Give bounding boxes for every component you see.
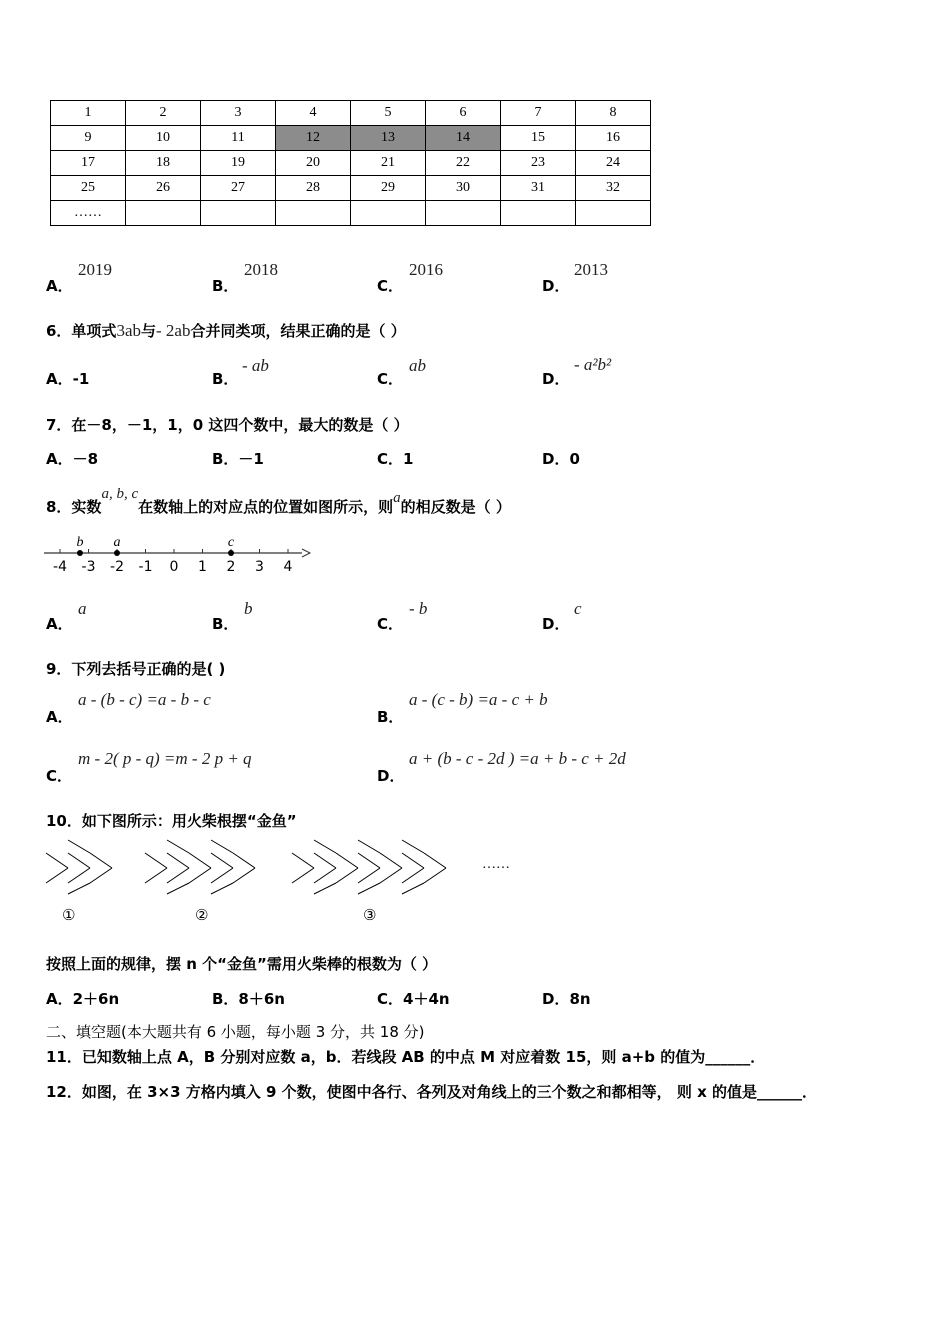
grid-cell: 25 xyxy=(51,176,126,201)
grid-cell: 18 xyxy=(126,151,201,176)
fish-pattern-2 xyxy=(145,840,255,894)
q9-option-b-value: a - (c - b) =a - c + b xyxy=(409,690,548,709)
q10-option-a: A．2＋6n xyxy=(46,990,120,1008)
grid-row xyxy=(51,101,651,126)
q6-option-b-letter: B． xyxy=(212,370,239,388)
q5-option-b-letter: B． xyxy=(212,277,239,295)
q9-option-d-value: a + (b - c - 2d ) =a + b - c + 2d xyxy=(409,749,626,768)
grid-cell xyxy=(501,201,576,226)
q8-option-a-value: a xyxy=(78,599,87,618)
matchstick-fish-figure xyxy=(40,838,540,928)
q8-option-b-letter: B． xyxy=(212,615,239,633)
number-grid-table xyxy=(50,100,651,226)
grid-cell: 12 xyxy=(276,126,351,151)
q5-option-a-value: 2019 xyxy=(78,260,112,279)
grid-cell: 1 xyxy=(51,101,126,126)
q7-option-c: C．1 xyxy=(377,450,414,468)
q6-option-c-value: ab xyxy=(409,356,426,375)
axis-tick-label: -4 xyxy=(53,559,67,575)
point-a xyxy=(114,550,120,556)
point-label-a: a xyxy=(113,535,121,550)
q7-option-a: A．－8 xyxy=(46,450,99,468)
q6-option-c-letter: C． xyxy=(377,370,404,388)
q9-stem: 9．下列去括号正确的是( ) xyxy=(46,660,226,678)
grid-cell: 31 xyxy=(501,176,576,201)
q7-stem: 7．在－8，－1，1，0 这四个数中，最大的数是（ ） xyxy=(46,416,409,434)
grid-cell: 27 xyxy=(201,176,276,201)
axis-tick-label: -2 xyxy=(110,559,124,575)
grid-cell: 11 xyxy=(201,126,276,151)
grid-cell: 24 xyxy=(576,151,651,176)
grid-cell: 20 xyxy=(276,151,351,176)
grid-cell: …… xyxy=(51,201,126,226)
grid-cell: 26 xyxy=(126,176,201,201)
q10-option-b: B．8＋6n xyxy=(212,990,285,1008)
fish-label-3: ③ xyxy=(363,906,377,924)
grid-row xyxy=(51,126,651,151)
q9-option-c-letter: C． xyxy=(46,767,73,785)
grid-cell: 5 xyxy=(351,101,426,126)
q9-option-a-value: a - (b - c) =a - b - c xyxy=(78,690,211,709)
axis-tick-label: 1 xyxy=(198,559,207,575)
grid-cell: 9 xyxy=(51,126,126,151)
grid-cell: 16 xyxy=(576,126,651,151)
grid-cell: 23 xyxy=(501,151,576,176)
q6-option-d-value: - a²b² xyxy=(574,355,612,374)
fish-ellipsis: …… xyxy=(482,857,510,872)
grid-cell xyxy=(576,201,651,226)
q7-option-b: B．－1 xyxy=(212,450,264,468)
q5-option-b-value: 2018 xyxy=(244,260,278,279)
grid-cell: 4 xyxy=(276,101,351,126)
grid-cell: 17 xyxy=(51,151,126,176)
grid-cell: 13 xyxy=(351,126,426,151)
fish-pattern-1 xyxy=(46,840,112,894)
q8-stem: 8．实数a, b, c在数轴上的对应点的位置如图所示，则a的相反数是（ ） xyxy=(46,486,511,516)
grid-row xyxy=(51,151,651,176)
grid-row xyxy=(51,176,651,201)
fish-label-2: ② xyxy=(195,906,209,924)
q12-text: 12．如图，在 3×3 方格内填入 9 个数，使图中各行、各列及对角线上的三个数之和都相等， 则 x 的值是______． xyxy=(46,1083,817,1101)
q11-text: 11．已知数轴上点 A，B 分别对应数 a，b．若线段 AB 的中点 M 对应着数 15，则 a+b 的值为______． xyxy=(46,1048,766,1066)
grid-cell: 7 xyxy=(501,101,576,126)
q6-option-b-value: - ab xyxy=(242,356,269,375)
grid-cell xyxy=(351,201,426,226)
fish-label-1: ① xyxy=(62,906,76,924)
q8-option-b-value: b xyxy=(244,599,253,618)
q8-option-a-letter: A． xyxy=(46,615,73,633)
point-b xyxy=(77,550,83,556)
q5-option-d-letter: D． xyxy=(542,277,570,295)
grid-cell xyxy=(276,201,351,226)
q10-option-d: D．8n xyxy=(542,990,591,1008)
q9-option-b-letter: B． xyxy=(377,708,404,726)
q9-option-d-letter: D． xyxy=(377,767,405,785)
grid-cell xyxy=(126,201,201,226)
grid-cell xyxy=(201,201,276,226)
q5-option-c-value: 2016 xyxy=(409,260,443,279)
fish-pattern-3 xyxy=(292,840,446,894)
grid-cell: 8 xyxy=(576,101,651,126)
q6-option-a: A．-1 xyxy=(46,370,90,388)
point-c xyxy=(228,550,234,556)
axis-tick-label: -1 xyxy=(138,559,153,575)
q10-stem: 10．如下图所示：用火柴根摆“金鱼” xyxy=(46,812,297,830)
grid-cell: 14 xyxy=(426,126,501,151)
grid-cell xyxy=(426,201,501,226)
q6-stem: 6．单项式3ab与- 2ab合并同类项，结果正确的是（ ） xyxy=(46,321,406,340)
q8-option-c-letter: C． xyxy=(377,615,404,633)
axis-tick-label: -3 xyxy=(81,559,96,575)
grid-cell: 3 xyxy=(201,101,276,126)
point-label-b: b xyxy=(76,535,84,550)
axis-tick-label: 4 xyxy=(283,559,293,575)
grid-cell: 30 xyxy=(426,176,501,201)
grid-cell: 29 xyxy=(351,176,426,201)
grid-cell: 19 xyxy=(201,151,276,176)
q8-option-c-value: - b xyxy=(409,599,428,618)
grid-cell: 2 xyxy=(126,101,201,126)
grid-cell: 32 xyxy=(576,176,651,201)
grid-cell: 15 xyxy=(501,126,576,151)
axis-tick-label: 3 xyxy=(255,559,264,575)
q5-option-a-letter: A． xyxy=(46,277,73,295)
q10-option-c: C．4＋4n xyxy=(377,990,450,1008)
grid-cell: 28 xyxy=(276,176,351,201)
axis-tick-label: 2 xyxy=(226,559,236,575)
grid-cell: 10 xyxy=(126,126,201,151)
grid-cell: 21 xyxy=(351,151,426,176)
q7-option-d: D．0 xyxy=(542,450,580,468)
q9-option-c-value: m - 2( p - q) =m - 2 p + q xyxy=(78,749,252,768)
grid-row xyxy=(51,201,651,226)
q8-option-d-letter: D． xyxy=(542,615,570,633)
point-label-c: c xyxy=(227,535,235,550)
grid-cell: 22 xyxy=(426,151,501,176)
q5-option-c-letter: C． xyxy=(377,277,404,295)
q5-option-d-value: 2013 xyxy=(574,260,608,279)
axis-arrow xyxy=(302,549,310,557)
axis-tick-label: 0 xyxy=(169,559,179,575)
section-2-title: 二、填空题(本大题共有 6 小题，每小题 3 分，共 18 分) xyxy=(46,1023,425,1041)
number-line-figure xyxy=(40,530,320,580)
grid-cell: 6 xyxy=(426,101,501,126)
q10-question: 按照上面的规律，摆 n 个“金鱼”需用火柴棒的根数为（ ） xyxy=(46,955,438,973)
q8-option-d-value: c xyxy=(574,599,582,618)
q9-option-a-letter: A． xyxy=(46,708,73,726)
q6-option-d-letter: D． xyxy=(542,370,570,388)
